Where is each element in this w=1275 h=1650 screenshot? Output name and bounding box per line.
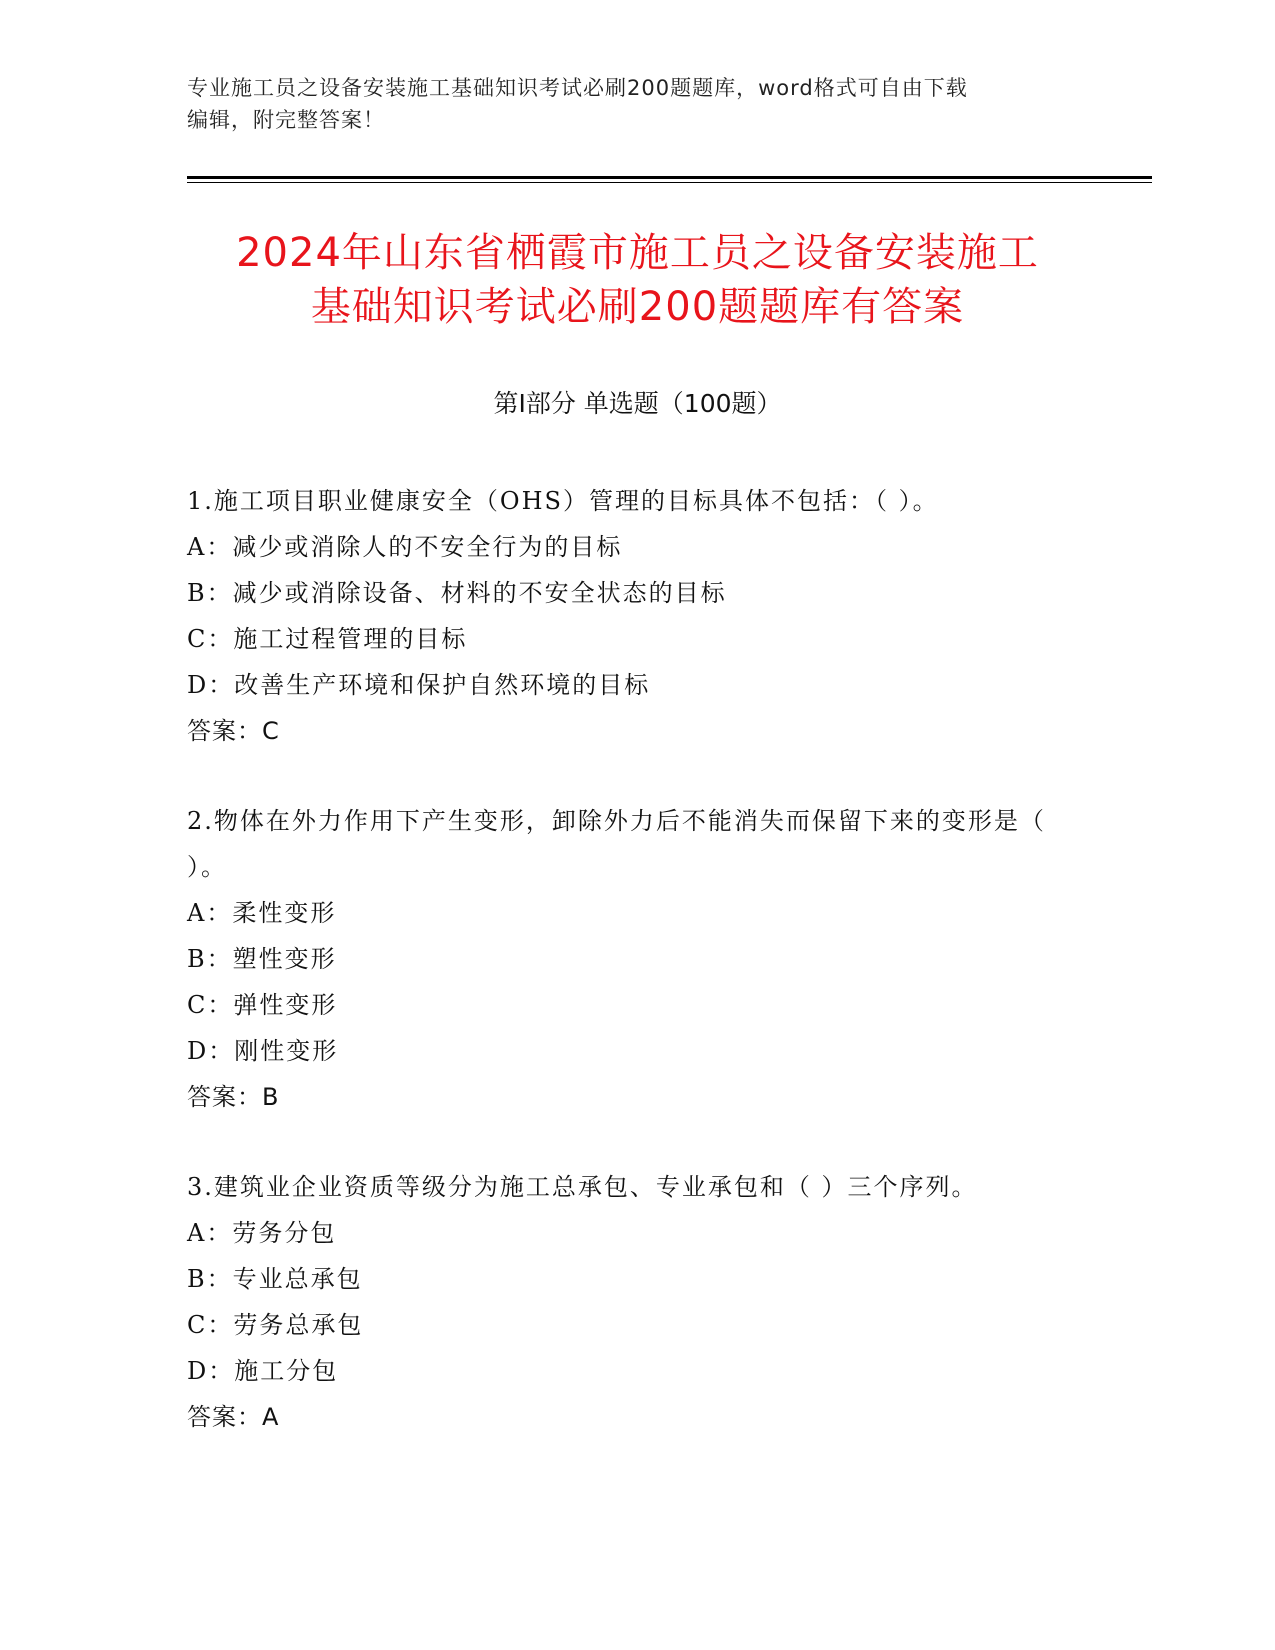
question-1-answer: 答案：C [187,717,280,745]
question-1 [187,478,1067,754]
header-note-line-2: 编辑，附完整答案！ [187,108,385,132]
question-2-answer: 答案：B [187,1083,280,1111]
header-divider-thin [187,182,1152,183]
question-2-option-b: B：塑性变形 [187,945,337,973]
header-note-line-1: 专业施工员之设备安装施工基础知识考试必刷200题题库，word格式可自由下载 [187,76,968,100]
question-3-stem: 3.建筑业企业资质等级分为施工总承包、专业承包和（ ）三个序列。 [187,1173,978,1201]
question-3-option-c: C：劳务总承包 [187,1311,364,1339]
header-divider-thick [187,176,1152,179]
question-1-option-c: C：施工过程管理的目标 [187,625,468,653]
question-2 [187,798,1067,1120]
question-1-option-b: B：减少或消除设备、材料的不安全状态的目标 [187,579,727,607]
document-title-line-1: 2024年山东省栖霞市施工员之设备安装施工 [236,230,1039,276]
question-list [187,478,1067,1484]
header-note [187,72,1087,136]
question-2-option-a: A：柔性变形 [187,899,337,927]
question-1-option-a: A：减少或消除人的不安全行为的目标 [187,533,623,561]
question-2-option-d: D：刚性变形 [187,1037,339,1065]
question-3-answer: 答案：A [187,1403,280,1431]
question-3-option-a: A：劳务分包 [187,1219,337,1247]
question-3-option-b: B：专业总承包 [187,1265,363,1293]
question-1-stem: 1.施工项目职业健康安全（OHS）管理的目标具体不包括：（ ）。 [187,487,939,515]
document-title [150,226,1125,334]
document-title-line-2: 基础知识考试必刷200题题库有答案 [310,284,965,330]
section-heading: 第Ⅰ部分 单选题（100题） [493,389,782,418]
question-2-stem: 2.物体在外力作用下产生变形，卸除外力后不能消失而保留下来的变形是（ ）。 [187,807,1046,881]
question-1-option-d: D：改善生产环境和保护自然环境的目标 [187,671,651,699]
question-3-option-d: D：施工分包 [187,1357,339,1385]
question-2-option-c: C：弹性变形 [187,991,338,1019]
question-3 [187,1164,1067,1440]
